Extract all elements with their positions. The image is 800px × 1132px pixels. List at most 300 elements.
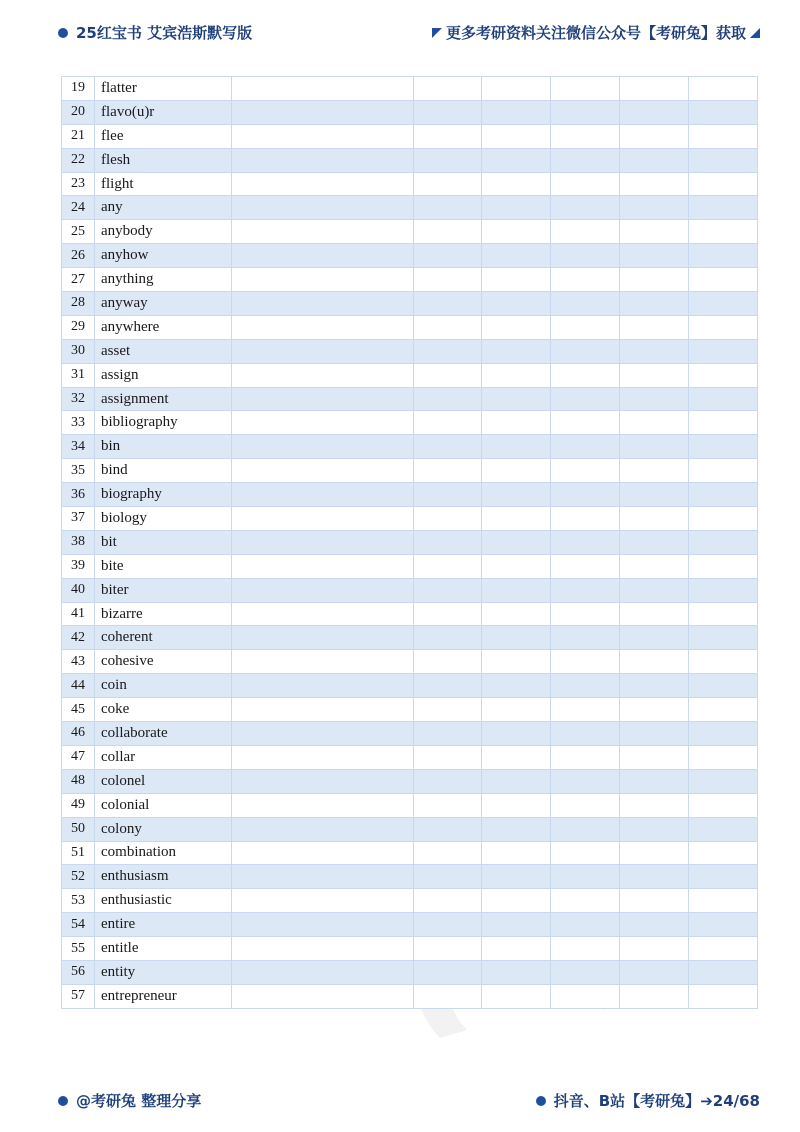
row-word: coherent: [95, 626, 232, 650]
dictation-blank-cell[interactable]: [482, 793, 551, 817]
dictation-blank-cell[interactable]: [482, 459, 551, 483]
dictation-blank-cell[interactable]: [414, 411, 482, 435]
dictation-blank-cell[interactable]: [232, 650, 414, 674]
dictation-blank-cell[interactable]: [482, 507, 551, 531]
header-right: [432, 22, 760, 43]
row-number: 31: [62, 363, 95, 387]
dictation-blank-cell[interactable]: [232, 865, 414, 889]
table-row: [62, 435, 758, 459]
table-row: [62, 220, 758, 244]
dictation-blank-cell[interactable]: [689, 220, 758, 244]
table-row: [62, 602, 758, 626]
dictation-blank-cell[interactable]: [689, 960, 758, 984]
dictation-blank-cell[interactable]: [689, 626, 758, 650]
dictation-blank-cell[interactable]: [620, 292, 689, 316]
dictation-blank-cell[interactable]: [482, 769, 551, 793]
header-left: [58, 22, 252, 43]
dictation-blank-cell[interactable]: [620, 483, 689, 507]
dictation-blank-cell[interactable]: [232, 411, 414, 435]
row-word: anyway: [95, 292, 232, 316]
dictation-blank-cell[interactable]: [620, 77, 689, 101]
dictation-blank-cell[interactable]: [551, 960, 620, 984]
dictation-blank-cell[interactable]: [689, 363, 758, 387]
dictation-blank-cell[interactable]: [689, 793, 758, 817]
table-row: [62, 268, 758, 292]
dictation-blank-cell[interactable]: [414, 172, 482, 196]
row-word: assignment: [95, 387, 232, 411]
row-word: coin: [95, 674, 232, 698]
dictation-blank-cell[interactable]: [232, 292, 414, 316]
dictation-blank-cell[interactable]: [414, 602, 482, 626]
dictation-blank-cell[interactable]: [551, 984, 620, 1008]
dictation-blank-cell[interactable]: [414, 674, 482, 698]
dictation-blank-cell[interactable]: [620, 124, 689, 148]
dictation-blank-cell[interactable]: [414, 698, 482, 722]
dictation-blank-cell[interactable]: [551, 793, 620, 817]
dictation-blank-cell[interactable]: [482, 841, 551, 865]
dictation-blank-cell[interactable]: [551, 100, 620, 124]
table-row: [62, 315, 758, 339]
dictation-blank-cell[interactable]: [551, 315, 620, 339]
dictation-blank-cell[interactable]: [620, 220, 689, 244]
dictation-blank-cell[interactable]: [551, 387, 620, 411]
bullet-dot-icon: [58, 1096, 68, 1106]
table-row: [62, 650, 758, 674]
dictation-blank-cell[interactable]: [232, 100, 414, 124]
dictation-blank-cell[interactable]: [414, 483, 482, 507]
row-number: 29: [62, 315, 95, 339]
page-header: [0, 0, 800, 64]
dictation-blank-cell[interactable]: [689, 937, 758, 961]
dictation-blank-cell[interactable]: [482, 865, 551, 889]
dictation-blank-cell[interactable]: [482, 554, 551, 578]
dictation-blank-cell[interactable]: [620, 889, 689, 913]
row-number: 23: [62, 172, 95, 196]
dictation-blank-cell[interactable]: [482, 315, 551, 339]
dictation-blank-cell[interactable]: [232, 578, 414, 602]
dictation-blank-cell[interactable]: [551, 937, 620, 961]
dictation-blank-cell[interactable]: [414, 745, 482, 769]
dictation-blank-cell[interactable]: [482, 172, 551, 196]
dictation-blank-cell[interactable]: [232, 984, 414, 1008]
table-row: [62, 124, 758, 148]
row-number: 21: [62, 124, 95, 148]
dictation-blank-cell[interactable]: [689, 841, 758, 865]
dictation-blank-cell[interactable]: [689, 268, 758, 292]
dictation-blank-cell[interactable]: [620, 100, 689, 124]
dictation-blank-cell[interactable]: [482, 984, 551, 1008]
row-word: any: [95, 196, 232, 220]
dictation-blank-cell[interactable]: [482, 148, 551, 172]
dictation-blank-cell[interactable]: [551, 889, 620, 913]
dictation-blank-cell[interactable]: [232, 268, 414, 292]
dictation-blank-cell[interactable]: [620, 745, 689, 769]
dictation-blank-cell[interactable]: [689, 889, 758, 913]
dictation-blank-cell[interactable]: [232, 244, 414, 268]
dictation-blank-cell[interactable]: [620, 817, 689, 841]
row-word: anyhow: [95, 244, 232, 268]
dictation-blank-cell[interactable]: [551, 841, 620, 865]
dictation-blank-cell[interactable]: [551, 650, 620, 674]
dictation-blank-cell[interactable]: [482, 530, 551, 554]
row-number: 19: [62, 77, 95, 101]
dictation-blank-cell[interactable]: [551, 459, 620, 483]
dictation-blank-cell[interactable]: [620, 530, 689, 554]
row-number: 49: [62, 793, 95, 817]
row-number: 54: [62, 913, 95, 937]
row-word: colony: [95, 817, 232, 841]
dictation-blank-cell[interactable]: [620, 268, 689, 292]
dictation-blank-cell[interactable]: [551, 483, 620, 507]
row-number: 38: [62, 530, 95, 554]
dictation-blank-cell[interactable]: [620, 984, 689, 1008]
table-row: [62, 339, 758, 363]
dictation-blank-cell[interactable]: [551, 674, 620, 698]
dictation-blank-cell[interactable]: [414, 315, 482, 339]
dictation-blank-cell[interactable]: [620, 459, 689, 483]
dictation-blank-cell[interactable]: [414, 578, 482, 602]
arrow-right-icon: ➔: [700, 1091, 713, 1110]
dictation-blank-cell[interactable]: [232, 960, 414, 984]
dictation-blank-cell[interactable]: [689, 674, 758, 698]
dictation-blank-cell[interactable]: [232, 220, 414, 244]
dictation-blank-cell[interactable]: [482, 889, 551, 913]
dictation-blank-cell[interactable]: [482, 196, 551, 220]
dictation-blank-cell[interactable]: [689, 602, 758, 626]
dictation-blank-cell[interactable]: [232, 507, 414, 531]
dictation-blank-cell[interactable]: [482, 363, 551, 387]
dictation-blank-cell[interactable]: [620, 698, 689, 722]
dictation-blank-cell[interactable]: [620, 769, 689, 793]
dictation-blank-cell[interactable]: [620, 148, 689, 172]
dictation-blank-cell[interactable]: [482, 937, 551, 961]
dictation-blank-cell[interactable]: [414, 459, 482, 483]
dictation-blank-cell[interactable]: [414, 387, 482, 411]
dictation-blank-cell[interactable]: [689, 913, 758, 937]
dictation-blank-cell[interactable]: [414, 960, 482, 984]
dictation-blank-cell[interactable]: [551, 722, 620, 746]
dictation-blank-cell[interactable]: [689, 865, 758, 889]
dictation-blank-cell[interactable]: [482, 483, 551, 507]
dictation-blank-cell[interactable]: [414, 100, 482, 124]
dictation-blank-cell[interactable]: [232, 530, 414, 554]
dictation-blank-cell[interactable]: [620, 626, 689, 650]
dictation-blank-cell[interactable]: [620, 172, 689, 196]
row-word: enthusiastic: [95, 889, 232, 913]
dictation-blank-cell[interactable]: [689, 745, 758, 769]
dictation-blank-cell[interactable]: [551, 244, 620, 268]
dictation-blank-cell[interactable]: [232, 602, 414, 626]
table-row: [62, 769, 758, 793]
dictation-blank-cell[interactable]: [689, 148, 758, 172]
dictation-blank-cell[interactable]: [232, 148, 414, 172]
row-number: 35: [62, 459, 95, 483]
row-word: biter: [95, 578, 232, 602]
dictation-blank-cell[interactable]: [414, 124, 482, 148]
table-body: [62, 77, 758, 1009]
dictation-blank-cell[interactable]: [414, 984, 482, 1008]
row-word: cohesive: [95, 650, 232, 674]
dictation-blank-cell[interactable]: [551, 220, 620, 244]
row-word: bibliography: [95, 411, 232, 435]
dictation-blank-cell[interactable]: [232, 77, 414, 101]
dictation-blank-cell[interactable]: [689, 507, 758, 531]
dictation-blank-cell[interactable]: [482, 292, 551, 316]
dictation-blank-cell[interactable]: [414, 769, 482, 793]
dictation-blank-cell[interactable]: [551, 817, 620, 841]
dictation-blank-cell[interactable]: [689, 196, 758, 220]
dictation-blank-cell[interactable]: [414, 865, 482, 889]
dictation-blank-cell[interactable]: [689, 554, 758, 578]
dictation-blank-cell[interactable]: [414, 148, 482, 172]
dictation-blank-cell[interactable]: [689, 411, 758, 435]
dictation-blank-cell[interactable]: [551, 626, 620, 650]
dictation-blank-cell[interactable]: [414, 339, 482, 363]
dictation-blank-cell[interactable]: [414, 554, 482, 578]
dictation-blank-cell[interactable]: [551, 268, 620, 292]
dictation-blank-cell[interactable]: [551, 148, 620, 172]
dictation-blank-cell[interactable]: [689, 339, 758, 363]
dictation-blank-cell[interactable]: [232, 172, 414, 196]
dictation-blank-cell[interactable]: [689, 698, 758, 722]
dictation-blank-cell[interactable]: [232, 889, 414, 913]
dictation-blank-cell[interactable]: [551, 507, 620, 531]
dictation-blank-cell[interactable]: [551, 578, 620, 602]
dictation-blank-cell[interactable]: [232, 769, 414, 793]
dictation-blank-cell[interactable]: [689, 650, 758, 674]
dictation-blank-cell[interactable]: [482, 268, 551, 292]
table-row: [62, 745, 758, 769]
row-number: 45: [62, 698, 95, 722]
dictation-blank-cell[interactable]: [414, 196, 482, 220]
table-row: [62, 937, 758, 961]
row-word: biography: [95, 483, 232, 507]
row-number: 50: [62, 817, 95, 841]
dictation-blank-cell[interactable]: [689, 124, 758, 148]
dictation-blank-cell[interactable]: [414, 650, 482, 674]
dictation-blank-cell[interactable]: [414, 507, 482, 531]
dictation-blank-cell[interactable]: [232, 435, 414, 459]
dictation-blank-cell[interactable]: [551, 435, 620, 459]
dictation-blank-cell[interactable]: [232, 817, 414, 841]
dictation-blank-cell[interactable]: [232, 554, 414, 578]
dictation-blank-cell[interactable]: [689, 817, 758, 841]
dictation-blank-cell[interactable]: [551, 698, 620, 722]
row-number: 32: [62, 387, 95, 411]
dictation-blank-cell[interactable]: [620, 578, 689, 602]
row-word: collar: [95, 745, 232, 769]
dictation-blank-cell[interactable]: [551, 865, 620, 889]
dictation-blank-cell[interactable]: [620, 793, 689, 817]
dictation-blank-cell[interactable]: [551, 77, 620, 101]
dictation-blank-cell[interactable]: [414, 841, 482, 865]
dictation-blank-cell[interactable]: [414, 817, 482, 841]
dictation-blank-cell[interactable]: [620, 315, 689, 339]
table-row: [62, 865, 758, 889]
dictation-blank-cell[interactable]: [482, 722, 551, 746]
row-number: 46: [62, 722, 95, 746]
dictation-blank-cell[interactable]: [620, 387, 689, 411]
dictation-blank-cell[interactable]: [482, 602, 551, 626]
dictation-blank-cell[interactable]: [551, 411, 620, 435]
dictation-blank-cell[interactable]: [689, 315, 758, 339]
dictation-blank-cell[interactable]: [689, 292, 758, 316]
dictation-blank-cell[interactable]: [482, 339, 551, 363]
dictation-blank-cell[interactable]: [551, 554, 620, 578]
row-number: 48: [62, 769, 95, 793]
dictation-blank-cell[interactable]: [620, 411, 689, 435]
dictation-blank-cell[interactable]: [232, 913, 414, 937]
dictation-blank-cell[interactable]: [232, 363, 414, 387]
dictation-blank-cell[interactable]: [414, 363, 482, 387]
dictation-blank-cell[interactable]: [620, 339, 689, 363]
dictation-blank-cell[interactable]: [689, 244, 758, 268]
dictation-blank-cell[interactable]: [482, 913, 551, 937]
row-word: anything: [95, 268, 232, 292]
dictation-blank-cell[interactable]: [551, 292, 620, 316]
dictation-blank-cell[interactable]: [482, 960, 551, 984]
dictation-blank-cell[interactable]: [689, 483, 758, 507]
dictation-blank-cell[interactable]: [482, 817, 551, 841]
dictation-blank-cell[interactable]: [482, 674, 551, 698]
row-word: entity: [95, 960, 232, 984]
dictation-blank-cell[interactable]: [551, 124, 620, 148]
dictation-blank-cell[interactable]: [414, 626, 482, 650]
dictation-blank-cell[interactable]: [482, 626, 551, 650]
dictation-blank-cell[interactable]: [620, 722, 689, 746]
dictation-blank-cell[interactable]: [232, 722, 414, 746]
dictation-blank-cell[interactable]: [482, 698, 551, 722]
dictation-blank-cell[interactable]: [620, 650, 689, 674]
dictation-blank-cell[interactable]: [620, 602, 689, 626]
dictation-blank-cell[interactable]: [689, 387, 758, 411]
dictation-table: [61, 76, 758, 1009]
dictation-blank-cell[interactable]: [232, 315, 414, 339]
dictation-blank-cell[interactable]: [414, 77, 482, 101]
dictation-blank-cell[interactable]: [620, 435, 689, 459]
row-number: 33: [62, 411, 95, 435]
table-row: [62, 722, 758, 746]
dictation-blank-cell[interactable]: [689, 530, 758, 554]
dictation-blank-cell[interactable]: [482, 100, 551, 124]
dictation-blank-cell[interactable]: [551, 769, 620, 793]
dictation-blank-cell[interactable]: [232, 674, 414, 698]
dictation-blank-cell[interactable]: [551, 745, 620, 769]
dictation-blank-cell[interactable]: [551, 602, 620, 626]
dictation-blank-cell[interactable]: [551, 913, 620, 937]
dictation-blank-cell[interactable]: [414, 244, 482, 268]
dictation-blank-cell[interactable]: [689, 172, 758, 196]
dictation-blank-cell[interactable]: [482, 578, 551, 602]
dictation-blank-cell[interactable]: [482, 77, 551, 101]
dictation-blank-cell[interactable]: [482, 220, 551, 244]
row-number: 20: [62, 100, 95, 124]
dictation-blank-cell[interactable]: [482, 435, 551, 459]
dictation-blank-cell[interactable]: [551, 530, 620, 554]
dictation-blank-cell[interactable]: [232, 793, 414, 817]
dictation-blank-cell[interactable]: [232, 339, 414, 363]
dictation-blank-cell[interactable]: [620, 841, 689, 865]
dictation-blank-cell[interactable]: [232, 841, 414, 865]
dictation-blank-cell[interactable]: [232, 124, 414, 148]
dictation-blank-cell[interactable]: [232, 459, 414, 483]
dictation-blank-cell[interactable]: [689, 100, 758, 124]
dictation-blank-cell[interactable]: [482, 387, 551, 411]
dictation-blank-cell[interactable]: [689, 459, 758, 483]
table-row: [62, 793, 758, 817]
table-row: [62, 292, 758, 316]
dictation-blank-cell[interactable]: [620, 960, 689, 984]
table-row: [62, 507, 758, 531]
dictation-blank-cell[interactable]: [482, 411, 551, 435]
dictation-blank-cell[interactable]: [620, 363, 689, 387]
dictation-blank-cell[interactable]: [232, 387, 414, 411]
dictation-blank-cell[interactable]: [551, 172, 620, 196]
table-row: [62, 363, 758, 387]
dictation-blank-cell[interactable]: [414, 722, 482, 746]
dictation-blank-cell[interactable]: [620, 913, 689, 937]
dictation-blank-cell[interactable]: [482, 124, 551, 148]
row-word: flight: [95, 172, 232, 196]
dictation-blank-cell[interactable]: [414, 913, 482, 937]
dictation-blank-cell[interactable]: [689, 722, 758, 746]
dictation-blank-cell[interactable]: [414, 220, 482, 244]
dictation-blank-cell[interactable]: [689, 578, 758, 602]
table-row: [62, 411, 758, 435]
triangle-right-icon: [750, 28, 760, 38]
dictation-blank-cell[interactable]: [689, 769, 758, 793]
dictation-blank-cell[interactable]: [232, 745, 414, 769]
dictation-blank-cell[interactable]: [620, 507, 689, 531]
dictation-blank-cell[interactable]: [414, 268, 482, 292]
dictation-blank-cell[interactable]: [414, 889, 482, 913]
dictation-blank-cell[interactable]: [620, 244, 689, 268]
dictation-blank-cell[interactable]: [232, 626, 414, 650]
dictation-blank-cell[interactable]: [414, 793, 482, 817]
row-number: 28: [62, 292, 95, 316]
dictation-blank-cell[interactable]: [689, 984, 758, 1008]
dictation-blank-cell[interactable]: [414, 530, 482, 554]
dictation-blank-cell[interactable]: [414, 435, 482, 459]
dictation-blank-cell[interactable]: [551, 196, 620, 220]
dictation-blank-cell[interactable]: [232, 698, 414, 722]
dictation-blank-cell[interactable]: [232, 937, 414, 961]
dictation-blank-cell[interactable]: [551, 339, 620, 363]
dictation-blank-cell[interactable]: [620, 865, 689, 889]
dictation-blank-cell[interactable]: [482, 650, 551, 674]
row-number: 22: [62, 148, 95, 172]
dictation-blank-cell[interactable]: [482, 244, 551, 268]
dictation-blank-cell[interactable]: [689, 77, 758, 101]
dictation-blank-cell[interactable]: [689, 435, 758, 459]
dictation-blank-cell[interactable]: [620, 554, 689, 578]
table-row: [62, 578, 758, 602]
dictation-blank-cell[interactable]: [232, 196, 414, 220]
dictation-blank-cell[interactable]: [482, 745, 551, 769]
row-number: 42: [62, 626, 95, 650]
row-number: 25: [62, 220, 95, 244]
triangle-left-icon: [432, 28, 442, 38]
row-word: anywhere: [95, 315, 232, 339]
dictation-blank-cell[interactable]: [414, 292, 482, 316]
dictation-blank-cell[interactable]: [414, 937, 482, 961]
dictation-blank-cell[interactable]: [551, 363, 620, 387]
dictation-blank-cell[interactable]: [620, 674, 689, 698]
dictation-blank-cell[interactable]: [620, 937, 689, 961]
dictation-blank-cell[interactable]: [620, 196, 689, 220]
dictation-blank-cell[interactable]: [232, 483, 414, 507]
row-number: 57: [62, 984, 95, 1008]
